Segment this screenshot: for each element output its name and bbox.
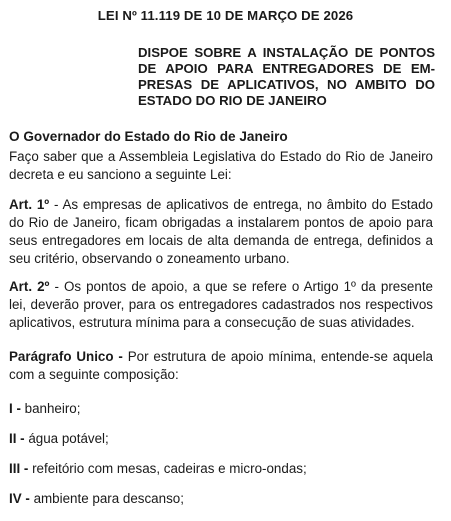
- paragrafo-unico: [9, 348, 433, 384]
- law-title: LEI Nº 11.119 DE 10 DE MARÇO DE 2026: [97, 8, 354, 23]
- summary-line: DISPOE SOBRE A INSTALAÇÃO DE PONTOS: [138, 45, 435, 60]
- list-item: [9, 400, 433, 418]
- item-text: água potável;: [24, 431, 109, 446]
- article-1-text: - As empresas de aplicativos de entrega, no âmbito do Estado: [49, 197, 433, 212]
- article-2-line: aplicativos, estrutura mínima para a consecução de suas atividades.: [9, 315, 415, 330]
- intro-line: decreta e eu sanciono a seguinte Lei:: [9, 167, 232, 182]
- summary-line: DE APOIO PARA ENTREGADORES DE EM-: [138, 61, 435, 76]
- article-2: [9, 278, 433, 332]
- paragrafo-unico-label: Parágrafo Unico -: [9, 349, 123, 364]
- article-1-line: do Rio de Janeiro, ficam obrigadas a instalarem pontos de apoio para: [9, 215, 433, 230]
- summary-line: ESTADO DO RIO DE JANEIRO: [138, 93, 327, 108]
- item-text: ambiente para descanso;: [29, 491, 184, 506]
- governor-heading: O Governador do Estado do Rio de Janeiro: [9, 129, 288, 144]
- item-label: III -: [9, 461, 29, 476]
- paragrafo-unico-line: com a seguinte composição:: [9, 367, 179, 382]
- item-label: II -: [9, 431, 25, 446]
- article-1-line: [9, 196, 433, 214]
- paragrafo-unico-text: Por estrutura de apoio mínima, entende-se aquela: [122, 349, 433, 364]
- list-item: [9, 490, 433, 508]
- intro-line: Faço saber que a Assembleia Legislativa do Estado do Rio de Janeiro: [9, 149, 433, 164]
- paragrafo-unico-line: [9, 348, 433, 366]
- article-2-text: - Os pontos de apoio, a que se refere o Artigo 1º da presente: [49, 279, 433, 294]
- item-label: IV -: [9, 491, 30, 506]
- article-1-line: seu critério, observando o zoneamento urbano.: [9, 251, 290, 266]
- summary-line: PRESAS DE APLICATIVOS, NO AMBITO DO: [138, 77, 435, 92]
- intro-paragraph: [9, 148, 433, 184]
- article-1-label: Art. 1º: [9, 197, 50, 212]
- item-text: refeitório com mesas, cadeiras e micro-ondas;: [28, 461, 307, 476]
- article-1-line: seus entregadores em locais de alta demanda de entrega, definidos a: [9, 233, 433, 248]
- article-2-line: [9, 278, 433, 296]
- item-label: I -: [9, 401, 21, 416]
- article-2-label: Art. 2º: [9, 279, 50, 294]
- law-summary: [138, 45, 435, 109]
- list-item: [9, 430, 433, 448]
- item-text: banheiro;: [20, 401, 81, 416]
- article-1: [9, 196, 433, 268]
- list-item: [9, 460, 433, 478]
- article-2-line: lei, deverão prover, para os entregadores cadastrados nos respectivos: [9, 297, 433, 312]
